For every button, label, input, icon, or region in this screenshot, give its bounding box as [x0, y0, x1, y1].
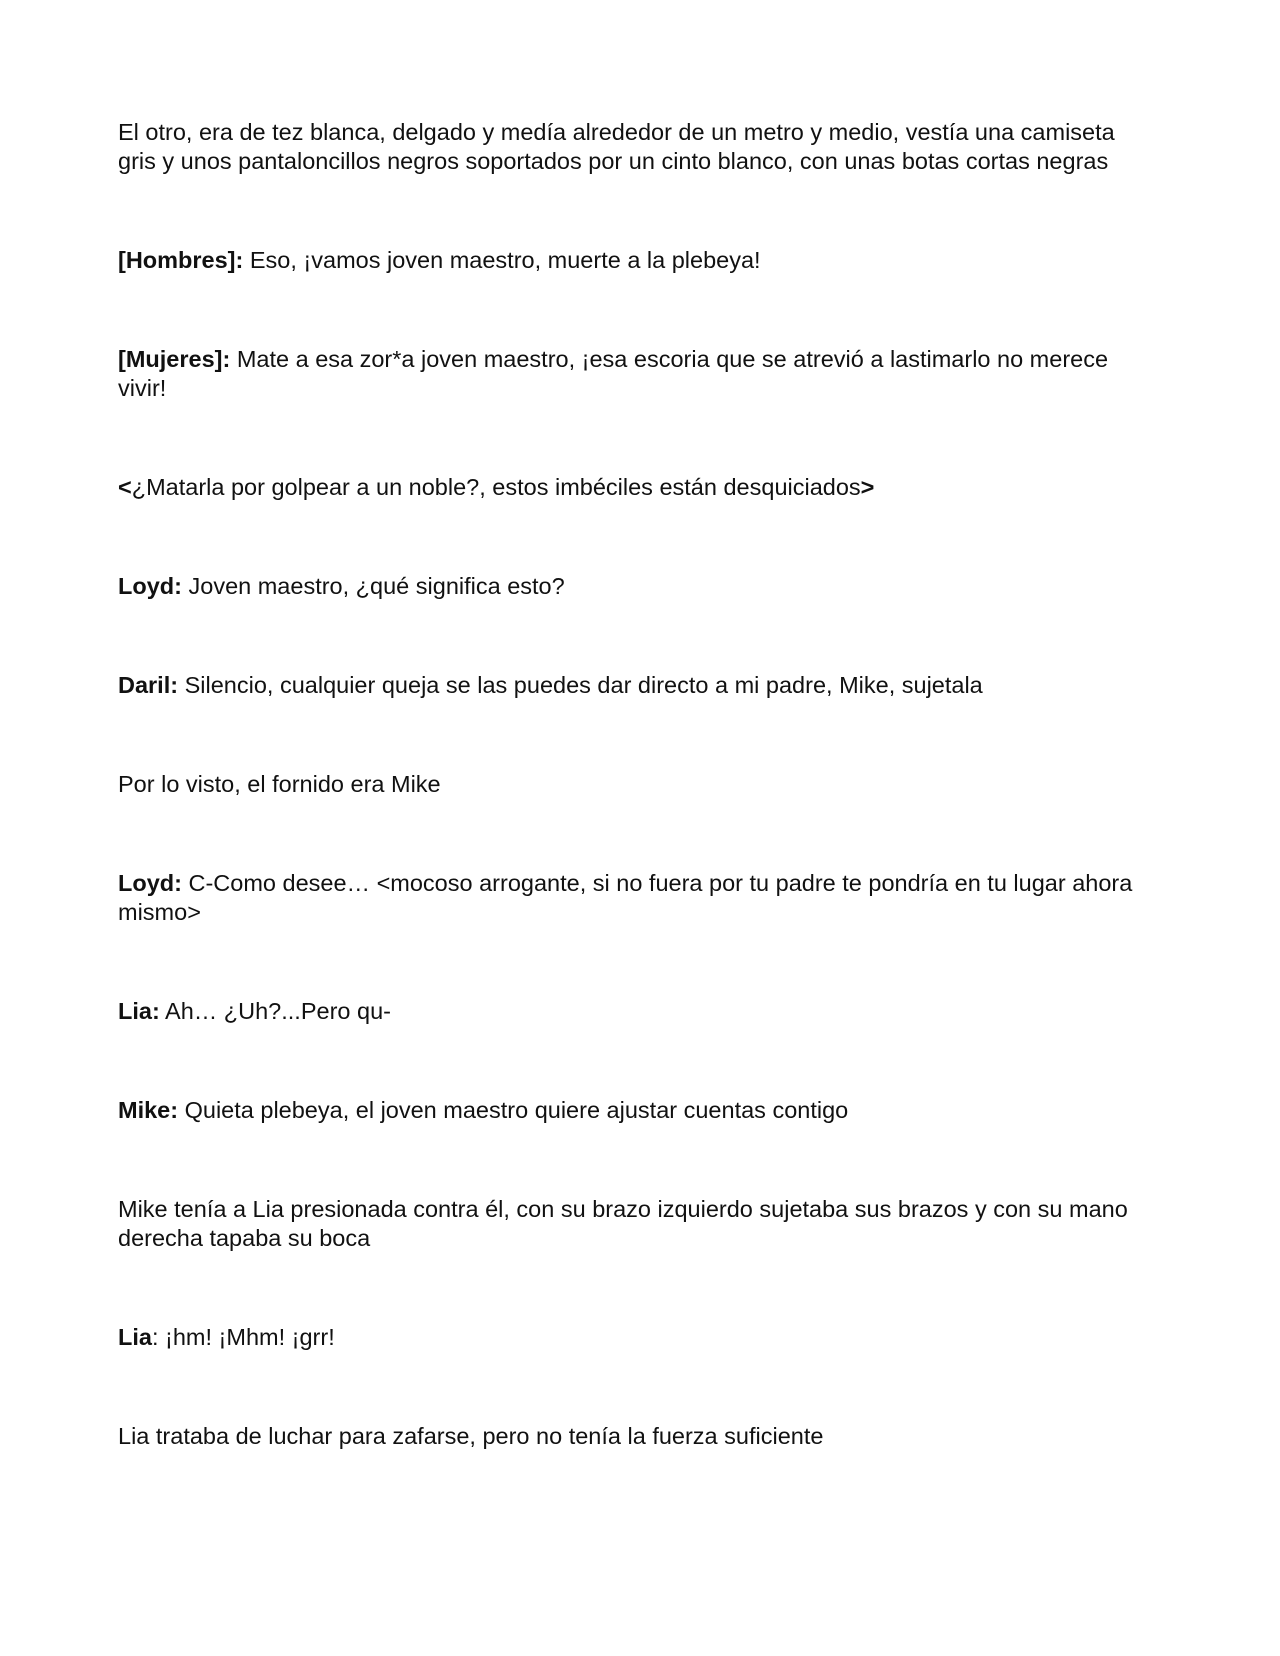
speaker-label: Lia:: [118, 998, 160, 1024]
narration-mike: [118, 770, 1138, 799]
speaker-label: Daril:: [118, 672, 179, 698]
dialogue-mujeres: [118, 345, 1138, 403]
dialogue-text: Mate a esa zor*a joven maestro, ¡esa escoria que se atrevió a lastimarlo no merece vivir!: [118, 346, 1109, 401]
dialogue-lia-2: [118, 1323, 1138, 1352]
narration-hold: [118, 1195, 1138, 1253]
speaker-label: [Mujeres]:: [118, 346, 231, 372]
speaker-label: Lia: [118, 1324, 152, 1350]
paragraph-text: El otro, era de tez blanca, delgado y medía alrededor de un metro y medio, vestía una camiseta gris y unos pantaloncillos negros soportados por un cinto blanco, con unas botas cortas negras: [118, 119, 1115, 174]
document-page: [118, 118, 1138, 1521]
dialogue-loyd-1: [118, 572, 1138, 601]
dialogue-text: Ah… ¿Uh?...Pero qu-: [159, 998, 391, 1024]
dialogue-text: Quieta plebeya, el joven maestro quiere ajustar cuentas contigo: [178, 1097, 849, 1123]
dialogue-loyd-2: [118, 869, 1138, 927]
paragraph-description: [118, 118, 1138, 176]
paragraph-text: Mike tenía a Lia presionada contra él, con su brazo izquierdo sujetaba sus brazos y con su mano derecha tapaba su boca: [118, 1196, 1128, 1251]
dialogue-mike: [118, 1096, 1138, 1125]
speaker-label: Loyd:: [118, 573, 182, 599]
dialogue-text: C-Como desee… <mocoso arrogante, si no fuera por tu padre te pondría en tu lugar ahora mismo>: [118, 870, 1133, 925]
narration-struggle: [118, 1422, 1138, 1451]
speaker-label: Mike:: [118, 1097, 179, 1123]
paragraph-text: Por lo visto, el fornido era Mike: [118, 771, 441, 797]
thought-text: ¿Matarla por golpear a un noble?, estos imbéciles están desquiciados: [131, 474, 861, 500]
speaker-label: [Hombres]:: [118, 247, 244, 273]
thought-close-bracket: >: [860, 474, 875, 500]
inner-thought: [118, 473, 1138, 502]
dialogue-lia-1: [118, 997, 1138, 1026]
speaker-label: Loyd:: [118, 870, 182, 896]
dialogue-text: Joven maestro, ¿qué significa esto?: [181, 573, 565, 599]
thought-open-bracket: <: [118, 474, 132, 500]
dialogue-text: Silencio, cualquier queja se las puedes dar directo a mi padre, Mike, sujetala: [178, 672, 983, 698]
dialogue-text: : ¡hm! ¡Mhm! ¡grr!: [151, 1324, 335, 1350]
dialogue-daril: [118, 671, 1138, 700]
paragraph-text: Lia trataba de luchar para zafarse, pero no tenía la fuerza suficiente: [118, 1423, 824, 1449]
dialogue-hombres: [118, 246, 1138, 275]
dialogue-text: Eso, ¡vamos joven maestro, muerte a la plebeya!: [243, 247, 761, 273]
